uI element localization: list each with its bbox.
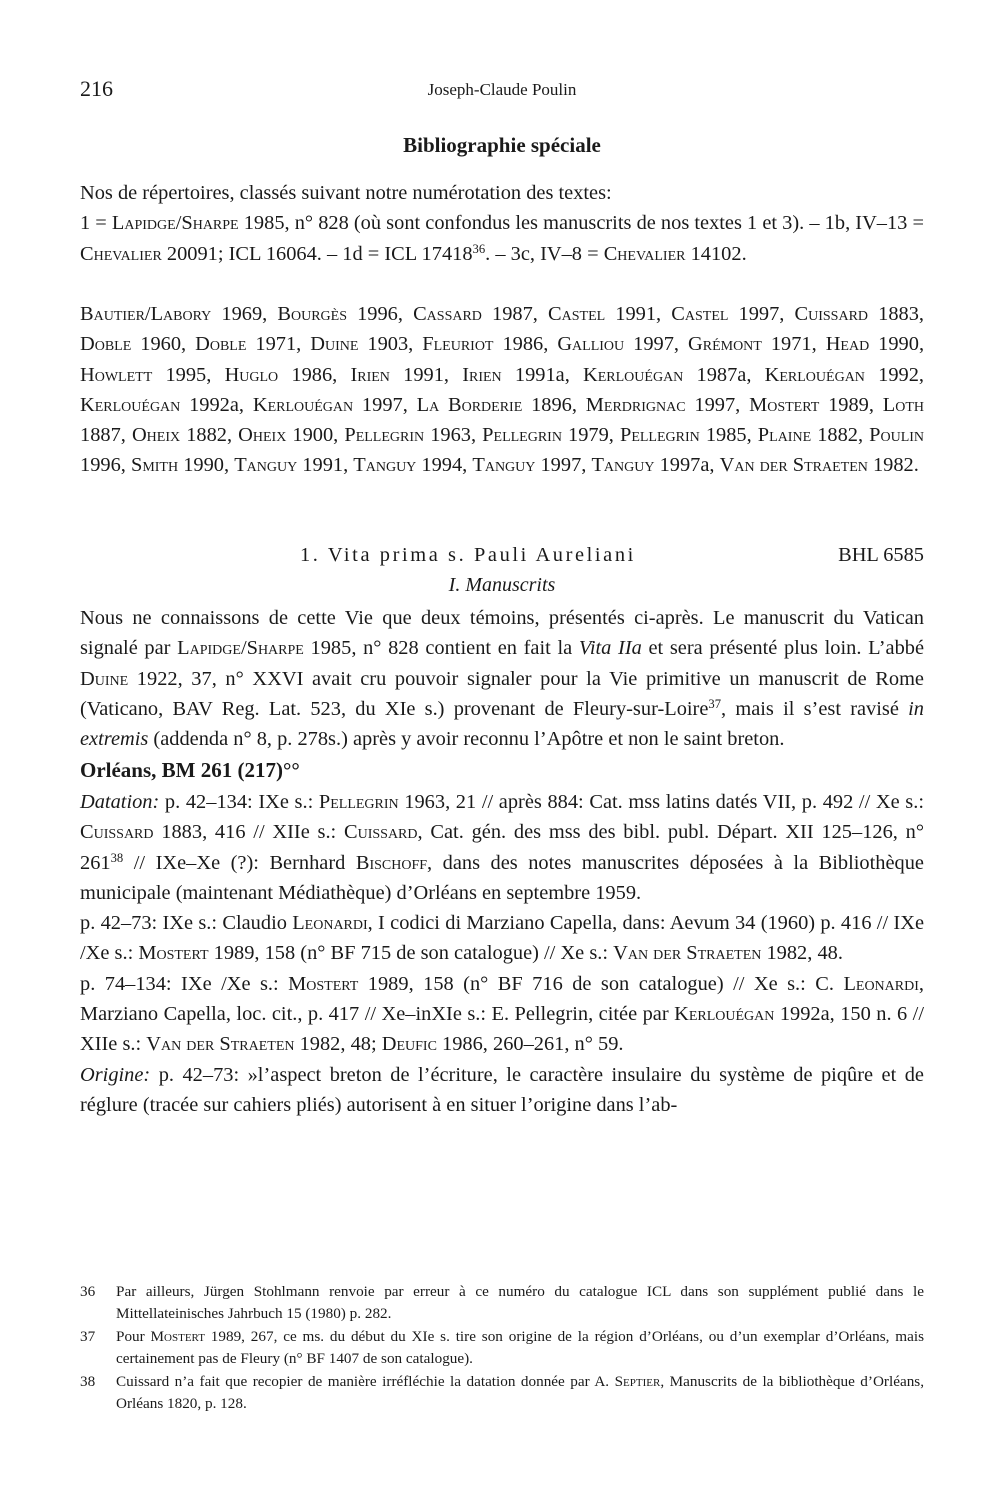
author-name: Lapidge/Sharpe [111,212,239,235]
manuscript-heading: Orléans, BM 261 (217)°° [80,758,300,782]
bibliography-author: Cuissard [794,303,869,325]
bibliography-year: 1903, [358,333,423,356]
author-name: Leonardi [292,912,368,935]
bibliography-author: Kerlouégan [80,393,181,416]
running-head-author: Joseph-Claude Poulin [427,80,577,99]
bibliography-year: 1990, [178,454,235,477]
bibliography-author: Head [825,333,870,356]
bibliography-year: 1997, [685,393,750,416]
bibliography-year: 1997, [535,454,592,477]
section-title: Bibliographie spéciale [403,133,601,157]
datation-label: Datation: [80,791,160,813]
author-name: Lapidge/Sharpe [177,637,304,660]
bibliography-author: Tanguy [472,454,536,477]
footnote-36 [80,1281,924,1324]
footnote-text: , Manuscrits de la bibliothèque d’Orléans, Orléans 1820, p. 128. [116,1373,924,1412]
bibliography-year: 1997, [353,393,417,416]
footnotes [80,1281,924,1416]
bibliography-year: 1991, [389,363,463,386]
bibliography-year: 1963, [424,424,483,447]
bibliography-year: 1985, [699,424,758,447]
bibliography-author: Plaine [757,424,812,447]
footnote-number: 37 [80,1328,96,1345]
bibliography-author: Oheix [131,424,181,447]
bibliography-year: 1971, [246,333,311,356]
bibliography-author: Howlett [80,363,153,386]
footnote-ref-38[interactable]: 38 [110,850,124,865]
bibliography-author: Poulin [869,424,925,447]
bibliography-year: 1969, [211,303,278,325]
footnote-text: 1989, 267, ce ms. du début du XIe s. tire son origine de la région d’Orléans, ou d’un exemplar d’Orléans, mais certainement pas de Fleury (n° BF 1407 de son catalogue). [116,1328,924,1367]
repertoires-paragraph [80,178,924,269]
bibliography-author: Cassard [413,303,482,325]
manuscrits-subtitle: I. Manuscrits [448,574,556,596]
bibliography-year: 1971, [761,333,826,356]
bibliography-year: 1995, [152,363,225,386]
author-name: Mostert [138,942,209,965]
bibliography-year: 1982. [867,454,919,477]
bibliography-list [80,299,924,481]
bibliography-year: 1991a, [501,363,584,386]
bibliography-author: Duine [310,333,359,356]
bhl-number: BHL 6585 [838,544,924,566]
bibliography-author: Pellegrin [344,424,425,447]
bibliography-author: Doble [195,333,247,356]
bibliography-author: Kerlouégan [583,363,684,386]
bibliography-year: 1986, [278,363,351,386]
bibliography-author: Kerlouégan [764,363,865,386]
footnote-38 [80,1371,924,1414]
bibliography-author: Galliou [557,333,625,356]
bibliography-year: 1992, [864,363,925,386]
footnote-ref-36[interactable]: 36 [472,241,486,256]
origine-label: Origine: [80,1063,151,1086]
bibliography-author: Fleuriot [422,333,494,356]
author-name: Duine [80,667,129,690]
bibliography-author: Pellegrin [619,424,700,447]
author-name: Bischoff [355,851,428,874]
bibliography-year: 1994, [416,454,473,477]
author-name: Van der Straeten [613,942,762,965]
author-name: Cuissard [80,821,154,844]
repertoires-list: 1 = Lapidge/Sharpe 1985, n° 828 (où sont confondus les manuscrits de nos textes 1 et 3). – 1b, IV–13 = Chevalier 20091; ICL 16064. – 1d = ICL 17418$^{36}$. – 3c, IV–8 = Chevalier 14102. [80,212,924,265]
bibliography-author: La Borderie [416,393,523,416]
pages-74-134-paragraph: p. 74–134: IXe /Xe s.: Mostert 1989, 158 (n° BF 716 de son catalogue) // Xe s.: C. Leonardi, Marziano Capella, loc. cit., p. 417 // Xe–inXIe s.: E. Pellegrin, citée par Kerlouégan 1992a, 150 n. 6 // XIIe s.: Van der Straeten 1982, 48; Deufic 1986, 260–261, n° 59. [80,972,925,1056]
bibliography-year: 1992a, [180,393,253,416]
pages-42-73-paragraph: p. 42–73: IXe s.: Claudio Leonardi, I codici di Marziano Capella, dans: Aevum 34 (1960) p. 416 // IXe /Xe s.: Mostert 1989, 158 (n° BF 715 de son catalogue) // Xe s.: Van der Straeten 1982, 48. [80,912,924,965]
bibliography-author: Mostert [749,393,820,416]
author-name: Mostert [288,972,359,995]
bibliography-author: Bautier/Labory [80,303,212,325]
author-name: Chevalier [603,242,686,265]
bibliography-year: 1997, [728,303,795,325]
bibliography-author: Castel [548,303,606,325]
bibliography-year: 1883, [868,303,925,325]
bibliography-year: 1989, [819,393,883,416]
author-name: Kerlouégan [674,1003,775,1026]
footnote-ref-37[interactable]: 37 [708,696,722,711]
in-extremis: in extremis [80,697,924,751]
datation-paragraph: Datation: p. 42–134: IXe s.: Pellegrin 1963, 21 // après 884: Cat. mss latins datés VII, p. 492 // Xe s.: Cuissard 1883, 416 // XIIe s.: Cuissard, Cat. gén. des mss des bibl. publ. Départ. XII 125–126, n° $261^{38} // IXe-Xe$ (?): Bernhard Bischoff, dans des notes manuscrites déposées à la Bibliothèque municipale (maintenant Médiathèque) d’Orléans en septembre 1959. [80,791,924,904]
running-head [80,76,924,106]
footnote-text: Pour [116,1328,151,1345]
bibliography-year: 1900, [286,424,345,447]
author-name: Leonardi [843,972,919,995]
origine-paragraph: Origine: p. 42–73: »l’aspect breton de l’écriture, le caractère insulaire du système de piqûre et de réglure (tracée sur cahiers pliés) autorisent à en situer l’origine dans l’ab- [80,1063,924,1116]
intro-paragraph: Nous ne connaissons de cette Vie que deux témoins, présentés ci-après. Le manuscrit du Vatican signalé par Lapidge/Sharpe 1985, n° 828 contient en fait la Vita IIa et sera présenté plus loin. L’abbé Duine 1922, 37, n° XXVI avait cru pouvoir signaler pour la Vie primitive un manuscrit de Rome (Vaticano, BAV Reg. Lat. 523, du XIe s.) provenant de Fleury-sur-Loire$^{37}$, mais il s’est ravisé in extremis (addenda n° 8, p. 278s.) après y avoir reconnu l’Apôtre et non le saint breton. [80,607,925,751]
bibliography-author: Castel [671,303,729,325]
vita-title: 1. Vita prima s. Pauli Aureliani [300,544,636,566]
footnote-37 [80,1326,924,1369]
author-name: Septier [614,1373,661,1390]
bibliography-author: Tanguy [234,454,298,477]
vita-ref: Vita IIa [578,637,642,660]
author-name: Cuissard [344,821,418,844]
bibliography-year: 1991, [297,454,354,477]
footnote-number: 36 [80,1283,96,1300]
bibliography-author: Bourgès [277,303,347,325]
bibliography-year: 1991, [605,303,672,325]
bibliography-author: Tanguy [591,454,655,477]
bibliography-author: Smith [130,454,179,477]
bibliography-author: Irien [350,363,390,386]
bibliography-author: Tanguy [353,454,417,477]
bibliography-year: 1987a, [683,363,765,386]
page-number: 216 [80,76,113,101]
bibliography-year: 1887, [80,424,132,447]
footnote-text: Par ailleurs, Jürgen Stohlmann renvoie par erreur à ce numéro du catalogue ICL dans son supplément publié dans le Mittellateinisches Jahrbuch 15 (1980) p. 282. [116,1283,924,1322]
text-title-row [80,544,924,574]
bibliography-author: Kerlouégan [252,393,354,416]
bibliography-year: 1997a, [654,454,720,477]
bibliography-author: Doble [80,333,132,356]
author-name: Chevalier [80,242,162,265]
footnote-number: 38 [80,1373,96,1390]
bibliography-author: Pellegrin [482,424,562,447]
manuscript-description [80,787,924,1120]
bibliography-year: 1882, [811,424,870,447]
repertoires-intro: Nos de répertoires, classés suivant notre numérotation des textes: [80,182,612,204]
bibliography-author: Loth [882,393,924,416]
author-name: Van der Straeten [146,1033,295,1056]
bibliography-year: 1896, [522,393,586,416]
bibliography-author: Van der Straeten [719,454,868,477]
bibliography-year: 1979, [561,424,620,447]
bibliography-author: Huglo [224,363,279,386]
bibliography-author: Irien [462,363,502,386]
bibliography-year: 1996, [346,303,414,325]
footnote-text: Cuissard n’a fait que recopier de manière irréfléchie la datation donnée par A. [116,1373,615,1390]
bibliography-year: 1960, [131,333,196,356]
bibliography-author: Merdrignac [585,393,686,416]
bibliography-year: 1996, [80,454,131,477]
bibliography-author: Grémont [688,333,762,356]
bibliography-year: 1882, [180,424,239,447]
author-name: Pellegrin [318,791,399,813]
bibliography-year: 1997, [624,333,688,356]
author-name: Deufic [381,1033,437,1056]
bibliography-year: 1990, [869,333,925,356]
author-name: Mostert [150,1328,205,1345]
bibliography-year: 1987, [481,303,549,325]
bibliography-author: Oheix [238,424,287,447]
bibliography-year: 1986, [493,333,558,356]
